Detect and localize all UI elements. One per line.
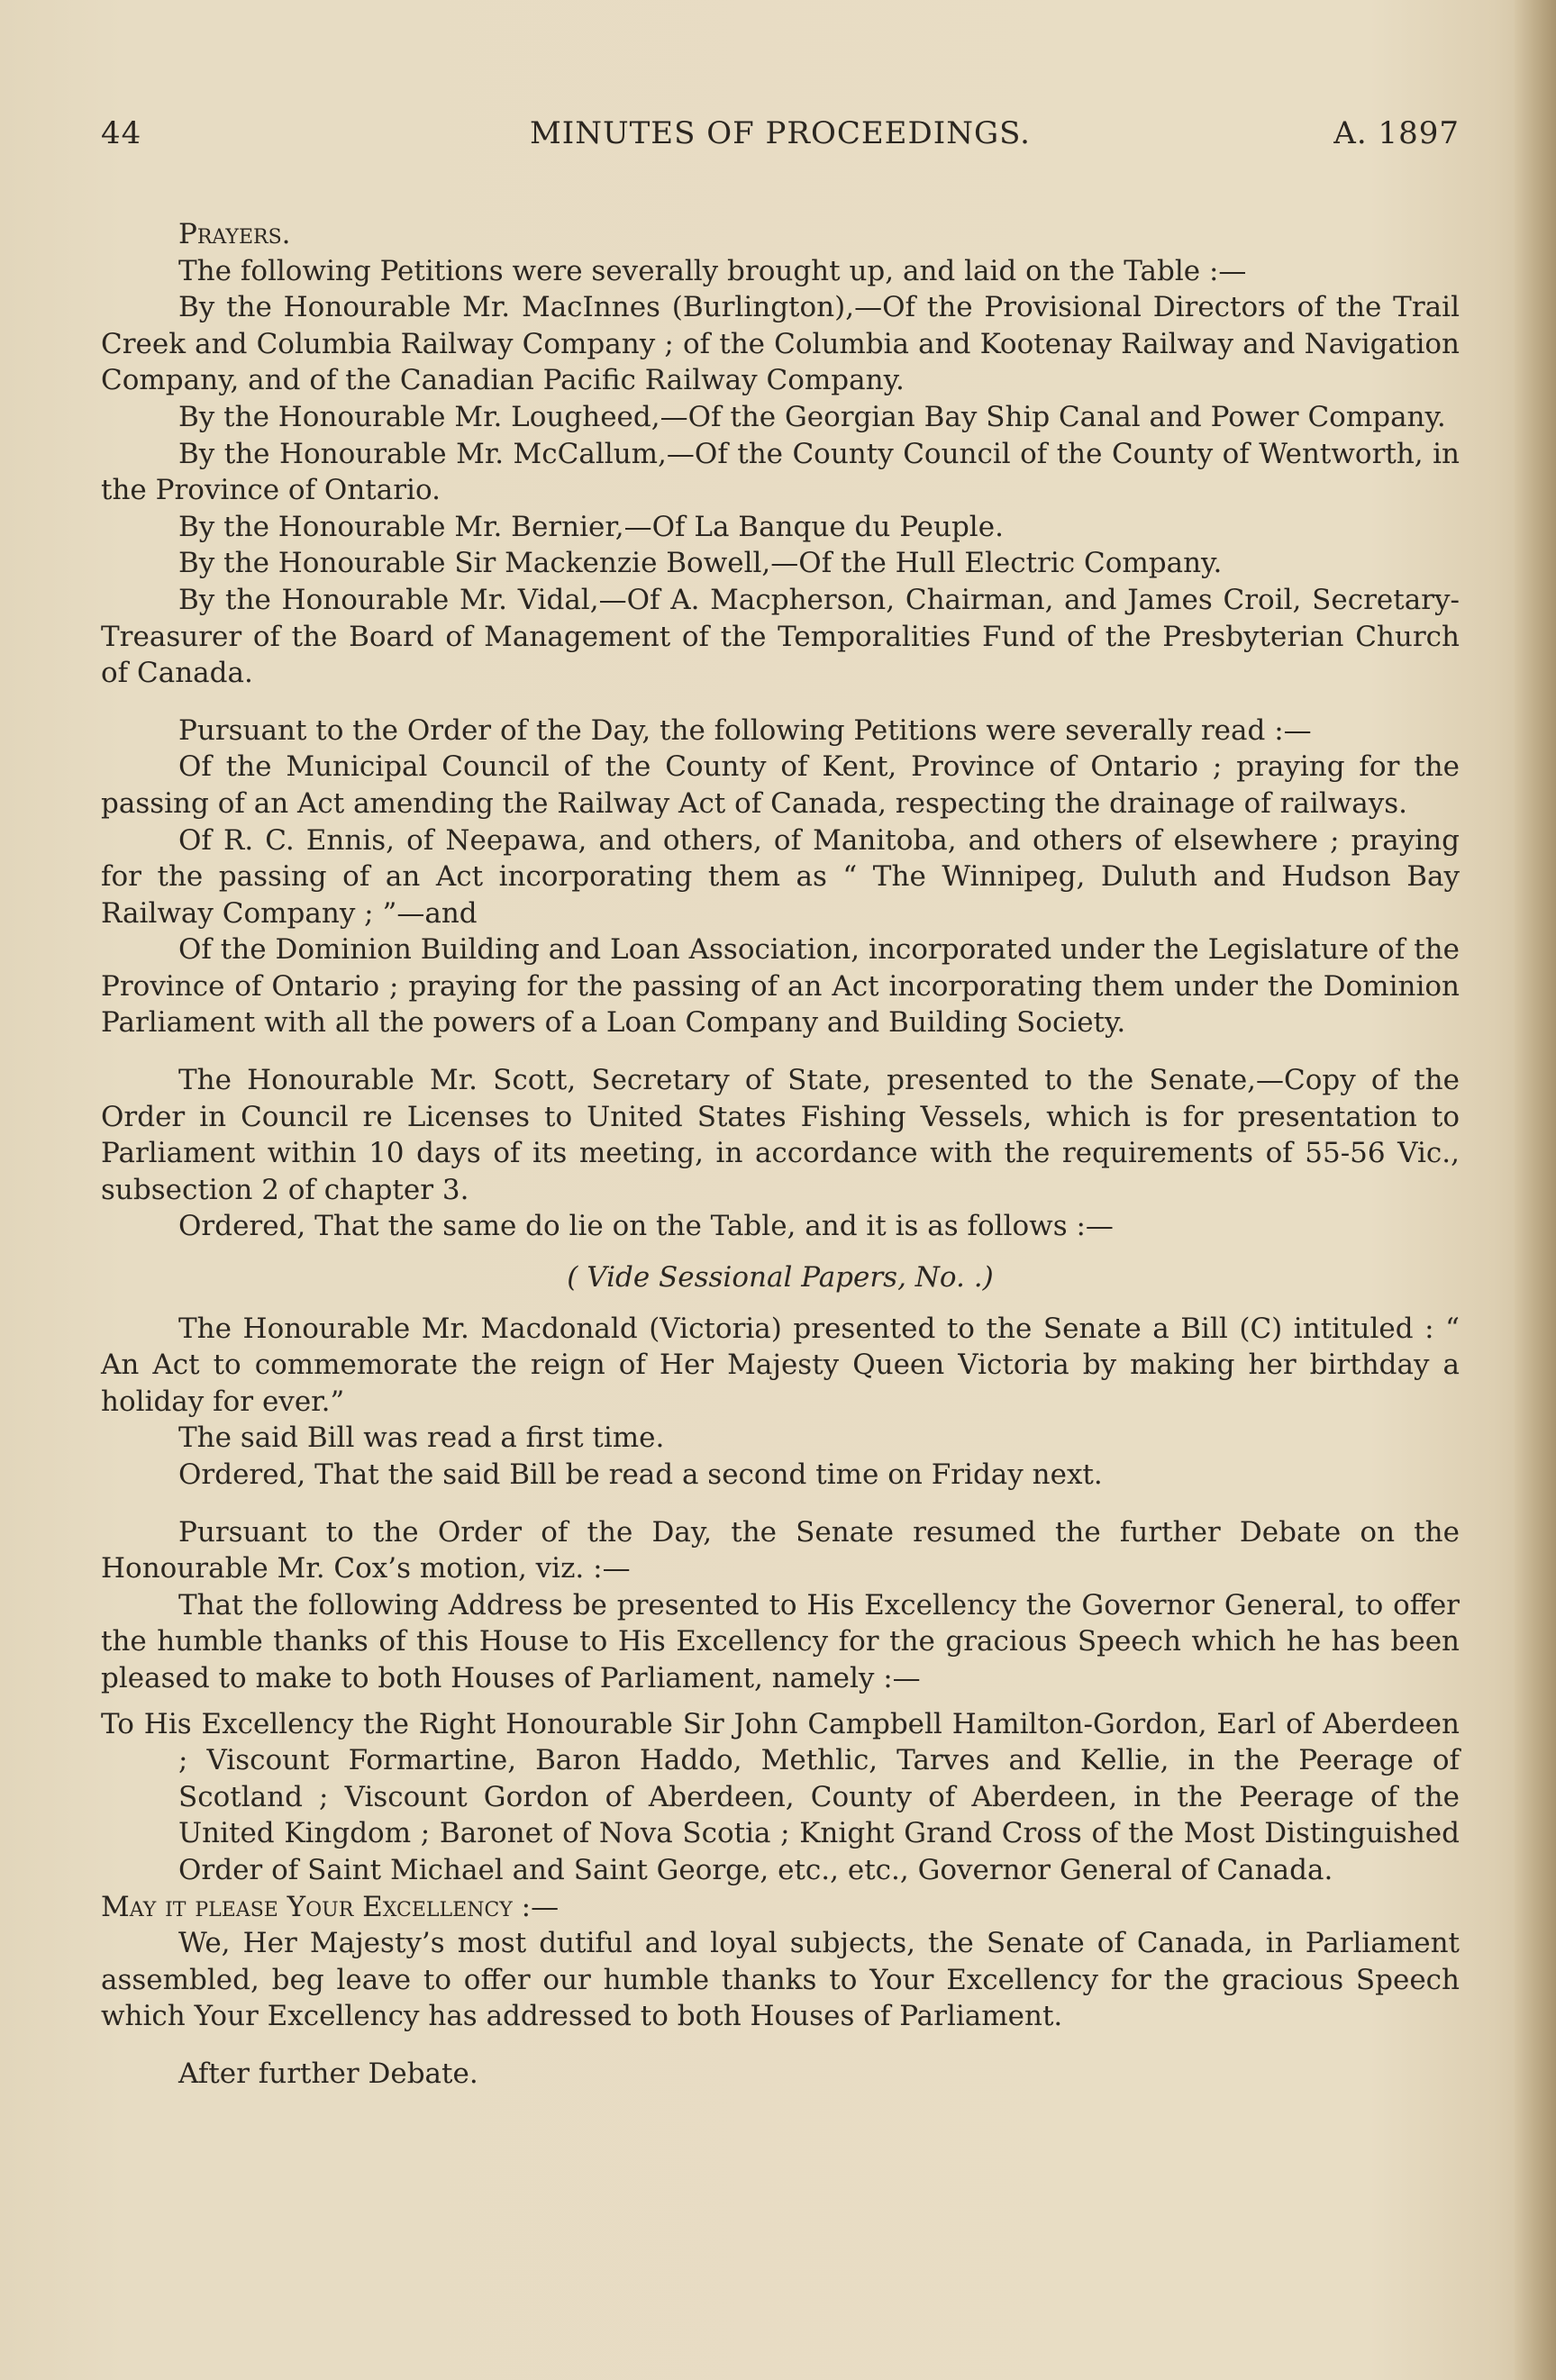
paragraph: By the Honourable Mr. MacInnes (Burlington),—Of the Provisional Directors of the Trail Creek and Columbia Railway Company ; of the Columbia and Kootenay Railway and Navigation Company, and of the Canadian Pacific Railway Company. xyxy=(101,291,1460,397)
paragraph: By the Honourable Mr. Lougheed,—Of the Georgian Bay Ship Canal and Power Company. xyxy=(178,400,1446,433)
sessional-papers-reference: ( Vide Sessional Papers, No. .) xyxy=(567,1261,994,1294)
paragraph: Pursuant to the Order of the Day, the Senate resumed the further Debate on the Honourable Mr. Cox’s motion, viz. :— xyxy=(101,1515,1460,1585)
running-header xyxy=(101,115,1460,155)
paragraph: The Honourable Mr. Macdonald (Victoria) presented to the Senate a Bill (C) intituled : “ An Act to commemorate the reign of Her Majesty Queen Victoria by making her birthday a holiday for ever.” xyxy=(101,1312,1460,1418)
paragraph: The said Bill was read a first time. xyxy=(178,1422,665,1455)
paragraph: Of R. C. Ennis, of Neepawa, and others, of Manitoba, and others of elsewhere ; praying for the passing of an Act incorporating them as “ The Winnipeg, Duluth and Hudson Bay Railway Company ; ”—and xyxy=(101,823,1460,930)
address-greeting: May it please Your Excellency :— xyxy=(101,1890,560,1923)
paragraph: By the Honourable Mr. Bernier,—Of La Banque du Peuple. xyxy=(178,510,1004,543)
paragraph: Of the Dominion Building and Loan Association, incorporated under the Legislature of the Province of Ontario ; praying for the passing of an Act incorporating them under the Dominion Parliament with all the powers of a Loan Company and Building Society. xyxy=(101,933,1460,1040)
address-salutation: To His Excellency the Right Honourable Sir John Campbell Hamilton-Gordon, Earl of Aberdeen ; Viscount Formartine, Baron Haddo, Methlic, Tarves and Kellie, in the Peerage of Scotland ; Viscount Gordon of Aberdeen, County of Aberdeen, in the Peerage of the United Kingdom ; Baronet of Nova Scotia ; Knight Grand Cross of the Most Distinguished Order of Saint Michael and Saint George, etc., etc., Governor General of Canada. xyxy=(101,1707,1460,1886)
header-year: A. 1897 xyxy=(1333,115,1460,151)
page-edge xyxy=(1515,0,1556,2380)
section-heading: Prayers. xyxy=(178,218,291,250)
paragraph: By the Honourable Mr. McCallum,—Of the County Council of the County of Wentworth, in the Province of Ontario. xyxy=(101,437,1460,507)
paragraph: That the following Address be presented to His Excellency the Governor General, to offer the humble thanks of this House to His Excellency for the gracious Speech which he has been pleased to make to both Houses of Parliament, namely :— xyxy=(101,1588,1460,1694)
document-body xyxy=(101,216,1460,2093)
paragraph: By the Honourable Mr. Vidal,—Of A. Macpherson, Chairman, and James Croil, Secretary-Treasurer of the Board of Management of the Temporalities Fund of the Presbyterian Church of Canada. xyxy=(101,583,1460,690)
paragraph: Ordered, That the same do lie on the Table, and it is as follows :— xyxy=(178,1210,1114,1243)
paragraph: We, Her Majesty’s most dutiful and loyal subjects, the Senate of Canada, in Parliament assembled, beg leave to offer our humble thanks to Your Excellency for the gracious Speech which Your Excellency has addressed to both Houses of Parliament. xyxy=(101,1927,1460,2033)
paragraph: After further Debate. xyxy=(178,2057,478,2090)
paragraph: Ordered, That the said Bill be read a second time on Friday next. xyxy=(178,1458,1103,1491)
paragraph: The Honourable Mr. Scott, Secretary of State, presented to the Senate,—Copy of the Order in Council re Licenses to United States Fishing Vessels, which is for presentation to Parliament within 10 days of its meeting, in accordance with the requirements of 55-56 Vic., subsection 2 of chapter 3. xyxy=(101,1064,1460,1206)
paragraph: The following Petitions were severally brought up, and laid on the Table :— xyxy=(178,254,1247,287)
page-title: MINUTES OF PROCEEDINGS. xyxy=(529,115,1031,151)
paragraph: By the Honourable Sir Mackenzie Bowell,—Of the Hull Electric Company. xyxy=(178,547,1223,580)
paragraph: Pursuant to the Order of the Day, the following Petitions were severally read :— xyxy=(178,713,1312,747)
paragraph: Of the Municipal Council of the County of Kent, Province of Ontario ; praying for the passing of an Act amending the Railway Act of Canada, respecting the drainage of railways. xyxy=(101,750,1460,820)
page-number: 44 xyxy=(101,115,142,151)
